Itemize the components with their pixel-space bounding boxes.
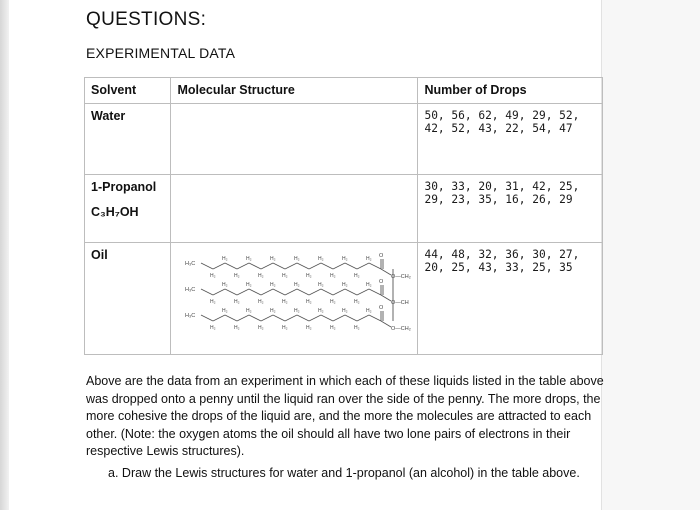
header-structure: Molecular Structure [171, 78, 418, 104]
ester-bond [381, 269, 391, 275]
chain-bond [213, 315, 225, 321]
chain-bond [285, 263, 297, 269]
ch2-label: H₂ [222, 282, 229, 288]
ch2-label: H₂ [306, 299, 313, 305]
chain-bond [345, 289, 357, 295]
chain-bond [345, 263, 357, 269]
ch2-label: H₂ [294, 256, 301, 262]
chain-bond [345, 315, 357, 321]
ch2-label: H₂ [306, 273, 313, 279]
solvent-cell [85, 175, 171, 243]
table-row [85, 175, 603, 243]
description-paragraph: Above are the data from an experiment in which each of these liquids listed in the table above was dropped onto a penny until the liquid ran over the side of the penny. The more drops, the more cohesive the drops of the liquid are, and the more the molecules are attracted to each other. (Note: the oxygen atoms the oil should all have two lone pairs of electrons in their respective Lewis structures). [86, 374, 604, 459]
drops-cell [418, 243, 603, 355]
ch2-label: H₂ [342, 282, 349, 288]
ch2-label: H₂ [318, 308, 325, 314]
ch2-label: H₂ [354, 325, 361, 331]
table-row [85, 243, 603, 355]
chain-bond [225, 315, 237, 321]
page-title: QUESTIONS: [86, 9, 207, 30]
chain-bond [213, 289, 225, 295]
chain-bond [237, 289, 249, 295]
ch2-label: H₂ [366, 308, 373, 314]
header-solvent: Solvent [85, 78, 171, 104]
ch2-label: H₂ [318, 256, 325, 262]
chain-bond [369, 263, 381, 269]
ch2-label: H₂ [270, 308, 277, 314]
chain-bond [309, 263, 321, 269]
chain-bond [213, 263, 225, 269]
ch2-label: H₂ [282, 325, 289, 331]
window-right-margin [601, 0, 700, 510]
ester-bond [381, 295, 391, 301]
structure-cell-water[interactable] [171, 104, 418, 175]
chain-bond [333, 289, 345, 295]
structure-cell-oil [171, 243, 418, 355]
header-drops: Number of Drops [418, 78, 603, 104]
ch2-label: H₂ [270, 256, 277, 262]
ch2-label: H₂ [210, 299, 217, 305]
ch2-label: H₂ [282, 299, 289, 305]
chain-bond [297, 315, 309, 321]
ester-label: O—CH₂ [391, 326, 412, 332]
ch2-label: H₂ [210, 273, 217, 279]
table-row [85, 104, 603, 175]
solvent-formula: C₃H₇OH [91, 205, 139, 219]
ch2-label: H₂ [210, 325, 217, 331]
chain-bond [285, 289, 297, 295]
chain-bond [333, 315, 345, 321]
carbonyl-o-label: O [379, 279, 384, 285]
window-left-edge [0, 0, 9, 510]
ch2-label: H₂ [258, 273, 265, 279]
chain-bond [225, 289, 237, 295]
ester-label: O—CH [391, 300, 410, 306]
chain-start-label: H₃C [185, 313, 196, 319]
solvent-name: Oil [91, 248, 108, 262]
drops-cell [418, 175, 603, 243]
solvent-name: Water [91, 109, 126, 123]
ch2-label: H₂ [234, 273, 241, 279]
ch2-label: H₂ [282, 273, 289, 279]
question-a [108, 465, 608, 482]
ch2-label: H₂ [366, 256, 373, 262]
chain-bond [249, 315, 261, 321]
chain-bond [273, 315, 285, 321]
ch2-label: H₂ [354, 299, 361, 305]
chain-bond [321, 289, 333, 295]
ch2-label: H₂ [342, 308, 349, 314]
drops-values: 44, 48, 32, 36, 30, 27, 20, 25, 43, 33, 25, 35 [424, 248, 580, 274]
solvent-cell [85, 104, 171, 175]
ester-bond [381, 321, 391, 327]
chain-bond [201, 263, 213, 269]
chain-bond [357, 315, 369, 321]
ch2-label: H₂ [246, 282, 253, 288]
chain-bond [261, 315, 273, 321]
ch2-label: H₂ [258, 325, 265, 331]
ch2-label: H₂ [270, 282, 277, 288]
chain-start-label: H₃C [185, 261, 196, 267]
drops-values: 30, 33, 20, 31, 42, 25, 29, 23, 35, 16, 26, 29 [424, 180, 580, 206]
ch2-label: H₂ [222, 308, 229, 314]
chain-bond [357, 289, 369, 295]
carbonyl-o-label: O [379, 253, 384, 259]
chain-bond [261, 263, 273, 269]
ch2-label: H₂ [342, 256, 349, 262]
ch2-label: H₂ [246, 308, 253, 314]
chain-bond [369, 289, 381, 295]
ch2-label: H₂ [294, 282, 301, 288]
chain-bond [309, 315, 321, 321]
chain-bond [225, 263, 237, 269]
chain-bond [297, 263, 309, 269]
ch2-label: H₂ [258, 299, 265, 305]
ch2-label: H₂ [234, 325, 241, 331]
chain-bond [201, 315, 213, 321]
ch2-label: H₂ [366, 282, 373, 288]
ch2-label: H₂ [330, 299, 337, 305]
drops-cell [418, 104, 603, 175]
ch2-label: H₂ [222, 256, 229, 262]
ch2-label: H₂ [306, 325, 313, 331]
chain-bond [237, 315, 249, 321]
ch2-label: H₂ [294, 308, 301, 314]
ch2-label: H₂ [354, 273, 361, 279]
chain-bond [321, 263, 333, 269]
drops-values: 50, 56, 62, 49, 29, 52, 42, 52, 43, 22, 54, 47 [424, 109, 580, 135]
chain-bond [297, 289, 309, 295]
ch2-label: H₂ [234, 299, 241, 305]
chain-bond [285, 315, 297, 321]
chain-bond [237, 263, 249, 269]
question-text: Draw the Lewis structures for water and 1-propanol (an alcohol) in the table above. [121, 466, 580, 480]
ch2-label: H₂ [318, 282, 325, 288]
chain-start-label: H₃C [185, 287, 196, 293]
chain-bond [273, 289, 285, 295]
solvent-cell [85, 243, 171, 355]
chain-bond [333, 263, 345, 269]
chain-bond [369, 315, 381, 321]
ch2-label: H₂ [330, 325, 337, 331]
chain-bond [357, 263, 369, 269]
experimental-data-table [84, 77, 603, 355]
chain-bond [201, 289, 213, 295]
carbonyl-o-label: O [379, 305, 384, 311]
ester-label: O—CH₂ [391, 274, 412, 280]
chain-bond [321, 315, 333, 321]
table-header-row [85, 78, 603, 104]
ch2-label: H₂ [246, 256, 253, 262]
solvent-name: 1-Propanol [91, 180, 157, 194]
section-title: EXPERIMENTAL DATA [86, 45, 236, 61]
chain-bond [309, 289, 321, 295]
question-letter: a. [108, 466, 119, 480]
ch2-label: H₂ [330, 273, 337, 279]
chain-bond [273, 263, 285, 269]
oil-molecular-structure [171, 243, 417, 353]
chain-bond [249, 289, 261, 295]
chain-bond [261, 289, 273, 295]
structure-cell-propanol[interactable] [171, 175, 418, 243]
chain-bond [249, 263, 261, 269]
